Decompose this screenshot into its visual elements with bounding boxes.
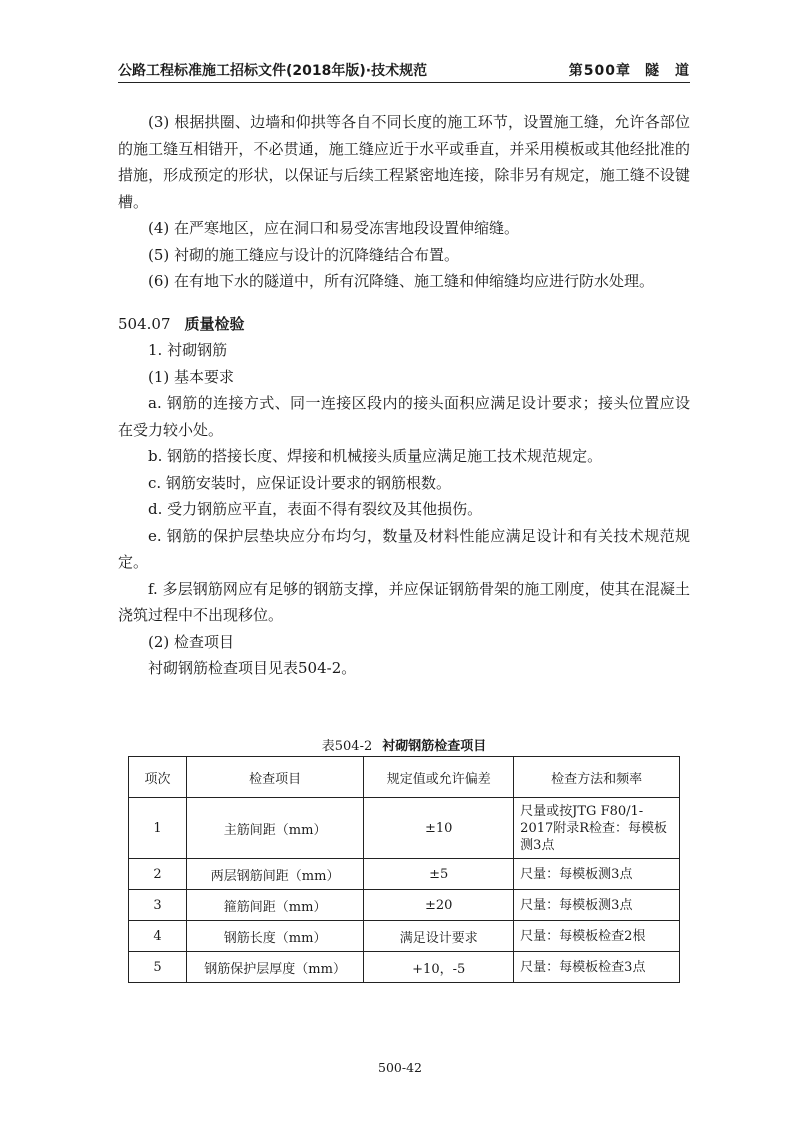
section-heading bbox=[118, 311, 690, 338]
header-item-no: 项次 bbox=[129, 757, 187, 798]
table-row bbox=[129, 890, 680, 921]
cell-tolerance: ±5 bbox=[364, 859, 514, 890]
cell-item-no: 5 bbox=[129, 952, 187, 983]
requirement-b: b. 钢筋的搭接长度、焊接和机械接头质量应满足施工技术规范规定。 bbox=[148, 447, 603, 465]
paragraph-settlement-joints: (5) 衬砌的施工缝应与设计的沉降缝结合布置。 bbox=[148, 245, 460, 264]
cell-method: 尺量：每模板检查3点 bbox=[514, 952, 680, 983]
table-caption-title: 衬砌钢筋检查项目 bbox=[382, 739, 487, 754]
header-chapter-title: 隧 道 bbox=[645, 63, 690, 79]
paragraph-expansion-joints: (4) 在严寒地区，应在洞口和易受冻害地段设置伸缩缝。 bbox=[148, 219, 520, 237]
item-inspection-items: (2) 检查项目 bbox=[148, 632, 235, 651]
cell-tolerance: +10，-5 bbox=[364, 952, 514, 983]
table-reference: 衬砌钢筋检查项目见表504-2。 bbox=[148, 659, 357, 677]
table-caption-number: 表504-2 bbox=[321, 739, 373, 754]
cell-method: 尺量：每模板检查2根 bbox=[514, 921, 680, 952]
item-lining-rebar: 1. 衬砌钢筋 bbox=[148, 341, 228, 359]
page-header bbox=[118, 56, 690, 83]
requirement-d: d. 受力钢筋应平直，表面不得有裂纹及其他损伤。 bbox=[148, 500, 483, 518]
cell-tolerance: ±10 bbox=[364, 798, 514, 859]
requirement-e: e. 钢筋的保护层垫块应分布均匀，数量及材料性能应满足设计和有关技术规范规定。 bbox=[118, 526, 690, 571]
cell-check-item: 钢筋长度（mm） bbox=[187, 921, 364, 952]
cell-tolerance: 满足设计要求 bbox=[364, 921, 514, 952]
section-number: 504.07 bbox=[118, 314, 171, 333]
cell-item-no: 3 bbox=[129, 890, 187, 921]
section-title: 质量检验 bbox=[184, 314, 245, 333]
table-caption bbox=[128, 735, 680, 754]
body-text bbox=[118, 109, 690, 682]
item-basic-requirements: (1) 基本要求 bbox=[148, 367, 235, 386]
table-row bbox=[129, 859, 680, 890]
page-number: 500-42 bbox=[378, 1060, 422, 1075]
table-row bbox=[129, 921, 680, 952]
paragraph-waterproofing: (6) 在有地下水的隧道中，所有沉降缝、施工缝和伸缩缝均应进行防水处理。 bbox=[148, 272, 655, 290]
cell-check-item: 主筋间距（mm） bbox=[187, 798, 364, 859]
inspection-table bbox=[128, 756, 680, 983]
cell-method: 尺量：每模板测3点 bbox=[514, 859, 680, 890]
header-chapter-number: 第500章 bbox=[568, 63, 631, 79]
table-row bbox=[129, 952, 680, 983]
cell-check-item: 钢筋保护层厚度（mm） bbox=[187, 952, 364, 983]
table-row bbox=[129, 798, 680, 859]
cell-method: 尺量：每模板测3点 bbox=[514, 890, 680, 921]
requirement-c: c. 钢筋安装时，应保证设计要求的钢筋根数。 bbox=[148, 473, 451, 492]
header-chapter bbox=[569, 60, 690, 80]
header-check-item: 检查项目 bbox=[187, 757, 364, 798]
cell-item-no: 2 bbox=[129, 859, 187, 890]
requirement-f: f. 多层钢筋网应有足够的钢筋支撑，并应保证钢筋骨架的施工刚度，使其在混凝土浇筑过程中不出现移位。 bbox=[118, 579, 690, 624]
cell-item-no: 1 bbox=[129, 798, 187, 859]
header-tolerance: 规定值或允许偏差 bbox=[364, 757, 514, 798]
header-method: 检查方法和频率 bbox=[514, 757, 680, 798]
cell-method: 尺量或按JTG F80/1-2017附录R检查：每模板测3点 bbox=[514, 798, 680, 859]
cell-check-item: 两层钢筋间距（mm） bbox=[187, 859, 364, 890]
cell-check-item: 箍筋间距（mm） bbox=[187, 890, 364, 921]
cell-tolerance: ±20 bbox=[364, 890, 514, 921]
table-header-row bbox=[129, 757, 680, 798]
cell-item-no: 4 bbox=[129, 921, 187, 952]
requirement-a: a. 钢筋的连接方式、同一连接区段内的接头面积应满足设计要求；接头位置应设在受力较小处。 bbox=[118, 394, 690, 439]
header-document-title: 公路工程标准施工招标文件(2018年版)·技术规范 bbox=[118, 63, 428, 79]
paragraph-construction-joints: (3) 根据拱圈、边墙和仰拱等各自不同长度的施工环节，设置施工缝，允许各部位的施工缝互相错开，不必贯通，施工缝应近于水平或垂直，并采用模板或其他经批准的措施，形成预定的形状，以保证与后续工程紧密地连接，除非另有规定，施工缝不设键槽。 bbox=[118, 113, 690, 211]
